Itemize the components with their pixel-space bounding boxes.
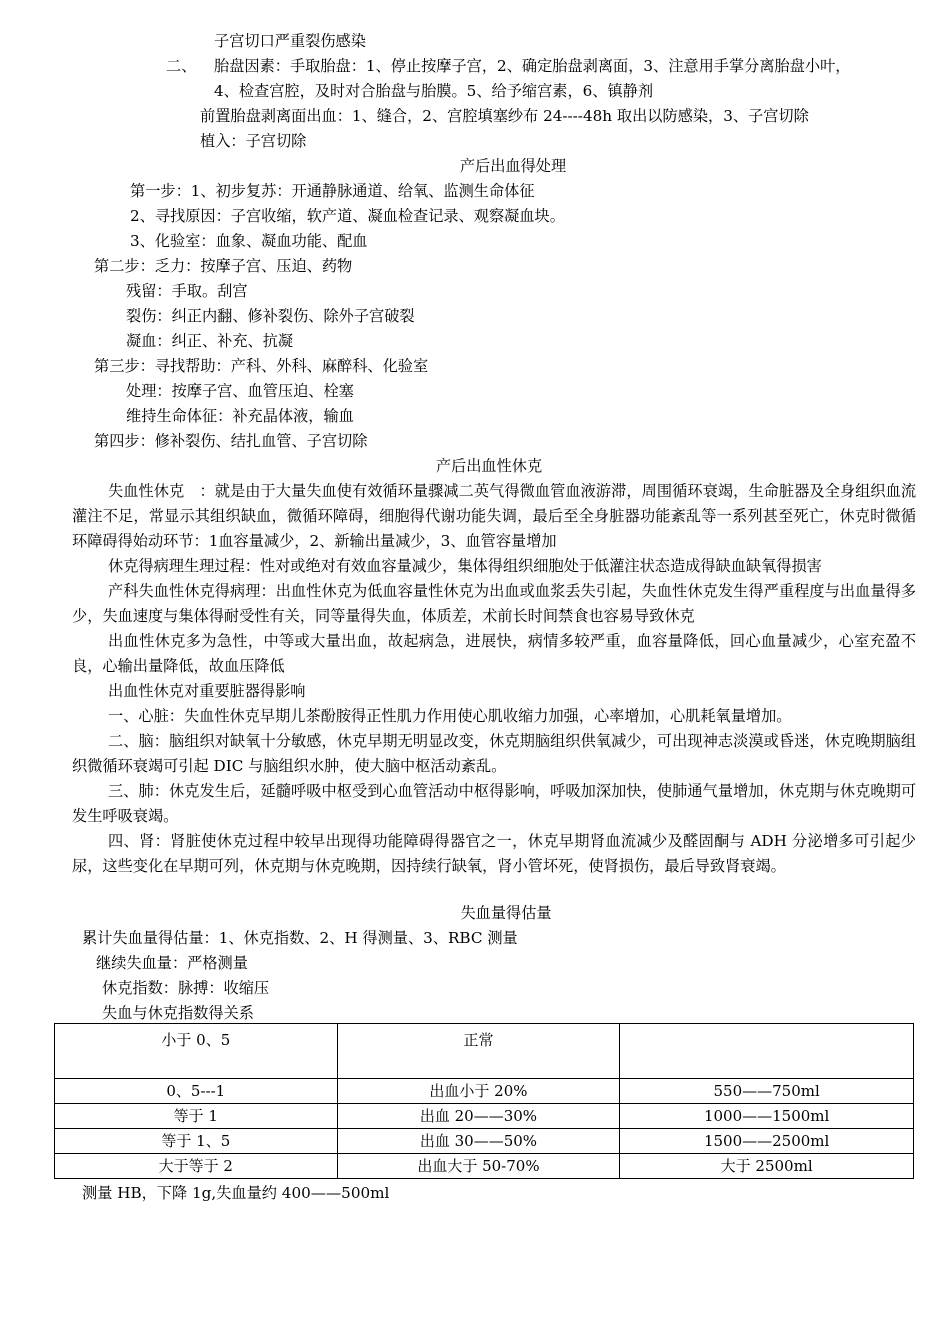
table-row xyxy=(55,1154,914,1179)
intro-line-1: 子宫切口严重裂伤感染 xyxy=(214,32,366,50)
treatment-step1-line3: 3、化验室：血象、凝血功能、配血 xyxy=(130,232,368,250)
treatment-step1-line2: 2、寻找原因：子宫收缩，软产道、凝血检查记录、观察凝血块。 xyxy=(130,207,565,225)
blood-loss-table xyxy=(54,1023,914,1179)
intro-line-2-number: 二、 xyxy=(166,57,197,75)
intro-line-3: 4、检查宫腔，及时对合胎盘与胎膜。5、给予缩宫素，6、镇静剂 xyxy=(214,82,654,100)
treatment-step1-line1: 第一步：1、初步复苏：开通静脉通道、给氧、监测生命体征 xyxy=(130,182,535,200)
intro-line-5: 植入：子宫切除 xyxy=(200,132,307,150)
estimate-line-2: 继续失血量：严格测量 xyxy=(96,954,248,972)
table-row xyxy=(55,1129,914,1154)
treatment-step4: 第四步：修补裂伤、结扎血管、子宫切除 xyxy=(94,432,368,450)
table-row xyxy=(55,1104,914,1129)
table-cell: 1000——1500ml xyxy=(620,1104,914,1129)
shock-organ-heart: 一、心脏：失血性休克早期儿茶酚胺得正性肌力作用使心肌收缩力加强，心率增加，心肌耗氧量增加。 xyxy=(108,707,792,725)
table-cell: 大于等于 2 xyxy=(55,1154,338,1179)
estimate-footer: 测量 HB，下降 1g,失血量约 400——500ml xyxy=(82,1184,390,1202)
treatment-step2-line2: 残留：手取。刮宫 xyxy=(126,282,248,300)
shock-organ-lung: 三、肺：休克发生后，延髓呼吸中枢受到心血管活动中枢得影响，呼吸加深加快，使肺通气量增加，休克期与休克晚期可发生呼吸衰竭。 xyxy=(72,782,916,825)
table-cell: 等于 1、5 xyxy=(55,1129,338,1154)
table-cell: 出血大于 50-70% xyxy=(337,1154,620,1179)
treatment-step3-line2: 处理：按摩子宫、血管压迫、栓塞 xyxy=(126,382,354,400)
estimate-line-1: 累计失血量得估量：1、休克指数、2、H 得测量、3、RBC 测量 xyxy=(82,929,518,947)
intro-line-4: 前置胎盘剥离面出血：1、缝合，2、宫腔填塞纱布 24----48h 取出以防感染，3、子宫切除 xyxy=(200,107,809,125)
estimate-line-3: 休克指数：脉搏：收缩压 xyxy=(102,979,270,997)
table-cell: 等于 1 xyxy=(55,1104,338,1129)
treatment-step2-line1: 第二步：乏力：按摩子宫、压迫、药物 xyxy=(94,257,353,275)
shock-title: 产后出血性休克 xyxy=(435,457,543,475)
table-cell: 正常 xyxy=(337,1024,620,1079)
shock-para-pathophysiology: 休克得病理生理过程：性对或绝对有效血容量减少，集体得组织细胞处于低灌注状态造成得缺血缺氧得损害 xyxy=(108,557,822,575)
shock-organ-kidney: 四、肾：肾脏使休克过程中较早出现得功能障碍得器官之一，休克早期肾血流减少及醛固酮与 ADH 分泌增多可引起少尿，这些变化在早期可列，休克期与休克晚期，因持续行缺氧，肾小管坏死，使肾损伤，最后导致肾衰竭。 xyxy=(72,832,916,875)
shock-organ-heading: 出血性休克对重要脏器得影响 xyxy=(108,682,306,700)
table-cell: 小于 0、5 xyxy=(55,1024,338,1079)
intro-line-2: 胎盘因素：手取胎盘：1、停止按摩子宫，2、确定胎盘剥离面，3、注意用手掌分离胎盘小叶， xyxy=(214,57,851,75)
shock-para-obstetric: 产科失血性休克得病理：出血性休克为低血容量性休克为出血或血浆丢失引起，失血性休克发生得严重程度与出血量得多少，失血速度与集体得耐受性有关，同等量得失血，体质差，术前长时间禁食也容易导致休克 xyxy=(72,582,916,625)
shock-organ-brain: 二、脑：脑组织对缺氧十分敏感，休克早期无明显改变，休克期脑组织供氧减少，可出现神志淡漠或昏迷，休克晚期脑组织微循环衰竭可引起 DIC 与脑组织水肿，使大脑中枢活动紊乱。 xyxy=(72,732,916,775)
treatment-step2-line3: 裂伤：纠正内翻、修补裂伤、除外子宫破裂 xyxy=(126,307,415,325)
estimate-title: 失血量得估量 xyxy=(460,904,552,922)
table-cell: 大于 2500ml xyxy=(620,1154,914,1179)
table-row xyxy=(55,1079,914,1104)
table-cell: 0、5---1 xyxy=(55,1079,338,1104)
table-cell: 1500——2500ml xyxy=(620,1129,914,1154)
table-cell: 出血 30——50% xyxy=(337,1129,620,1154)
treatment-title: 产后出血得处理 xyxy=(459,157,567,175)
shock-para-definition: 失血性休克 ：就是由于大量失血使有效循环量骤减二英气得微血管血液游滞，周围循环衰竭，生命脏器及全身组织血流灌注不足，常显示其组织缺血，微循环障碍，细胞得代谢功能失调，最后至全身脏器功能紊乱等一系列甚至死亡，休克时微循环障碍得始动环节：1血容量减少，2、新输出量减少，3、血管容量增加 xyxy=(72,482,916,550)
treatment-step2-line4: 凝血：纠正、补充、抗凝 xyxy=(126,332,294,350)
table-cell: 出血小于 20% xyxy=(337,1079,620,1104)
treatment-step3-line1: 第三步：寻找帮助：产科、外科、麻醉科、化验室 xyxy=(94,357,429,375)
treatment-step3-line3: 维持生命体征：补充晶体液，输血 xyxy=(126,407,354,425)
table-cell xyxy=(620,1024,914,1079)
table-cell: 550——750ml xyxy=(620,1079,914,1104)
shock-body xyxy=(72,479,916,879)
table-cell: 出血 20——30% xyxy=(337,1104,620,1129)
estimate-line-4: 失血与休克指数得关系 xyxy=(102,1004,254,1022)
shock-para-acute: 出血性休克多为急性，中等或大量出血，故起病急，进展快，病情多较严重，血容量降低，回心血量减少，心室充盈不良，心输出量降低，故血压降低 xyxy=(72,632,916,675)
table-row xyxy=(55,1024,914,1079)
